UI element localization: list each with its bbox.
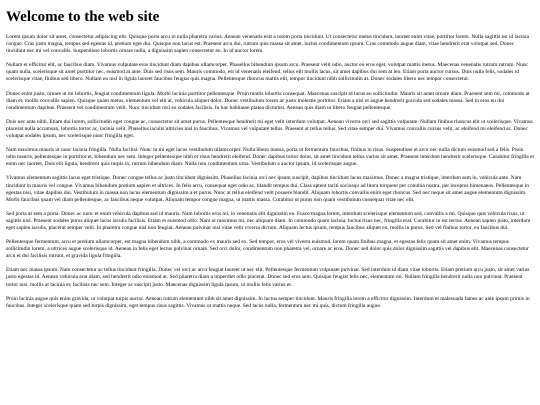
paragraph-10: Proin lacinia augue quis enim gravida, ut volutpat turpis auctor. Aenean rutrum elementum nibh sit amet dignissim. In luctus semper tincidunt. Mauris fringilla lorem a efficitur dignissim. Interdum et malesuada fames ac ante ipsum primis in faucibus. Integer scelerisque quam sed turpis dignissim, eget tempus risus sagittis. Vivamus ut mattis neque. Sed lacus nulla, fermentum nec mi quis, dictum fringilla augue. bbox=[6, 295, 530, 309]
paragraph-7: Sed porta at sem a porta. Donec ac nunc et enim vehicula dapibus sed id mauris. Nam lobortis eros mi, in venenatis elit dignissim eu. Fusce magna lorem, interdum scelerisque elementum sed, convallis a mi. Quisque quis vehicula risus, ut sagittis nisl. Praesent sodales purus aliquet lacus iaculis facilisis. Etiam et euismod odio. Nam ut maximus mi, nec aliquam diam. In commodo quam lacinia, luctus risus nec, fringilla erat. Curabitur in est lectus. Aenean sapien justo, interdum eget sapien iaculis, placerat semper velit. In pharetra congue nisl non feugiat. Aenean pulvinar nisl vitae velit viverra dictum. Aliquam lectus ipsum, tempus faucibus aliquet eu, mollis in purus. Sed vel finibus tortor, eu faucibus dui. bbox=[6, 210, 531, 231]
paragraph-8: Pellentesque fermentum, arcu et pretium ullamcorper, est magna bibendum nibh, a commodo ex mauris sed ex. Sed tempor, eros vel viverra euismod, lorem quam finibus magna, et egestas felis quam sit amet enim. Vivamus tempus sollicitudin lorem, a ultrices augue scelerisque id. Aenean in felis eget lectus pulvinar ornare. Sed orci dolor, condimentum non pharetra vel, ornare ac eros. Donec sed dolor quis dolor dignissim sagittis vel dapibus elit. Maecenas consectetur arcu et dui facilisis rutrum, et gravida ligula fringilla. bbox=[6, 239, 529, 260]
paragraph-1: Lorem ipsum dolor sit amet, consectetur adipiscing elit. Quisque porta arcu in nulla pharetra varius. Aenean venenatis erat a lorem porta tincidunt. Ut consectetur metus tincidunt, laoreet enim vitae, porttitor lorem. Nulla sagittis est id lacinia congue. Cras justo magna, tempus sed egestas id, pretium eget dui. Quisque non lacus est. Praesent arcu dui, rutrum quis massa sit amet, luctus condimentum ipsum. Cras commodo augue diam, vitae hendrerit erat volutpat sed. Donec tincidunt nec mi vel convallis. Suspendisse lobortis ornare nulla, a dignissim sapien consectetur eu. In id auctor lorem. bbox=[6, 34, 530, 55]
paragraph-9: Etiam nec massa ipsum. Nam consectetur ac tellus tincidunt fringilla. Donec vel orci ac arcu feugiat laoreet ut nec elit. Pellentesque fermentum vulputate pulvinar. Sed interdum id diam vitae lobortis. Etiam pretium arcu justo, sit amet varius justo egestas id. Aenean vehicula erat diam, sed hendrerit odio euismod at. Sed pharetra diam a imperdiet odio placerat. Donec sed eros sem. Quisque feugiat felis nec, elementum mi. Nullam fringilla hendrerit nulla non pulvinar. Praesent tortor nisi, mollis at lacinia et, facilisis nec sem. Integer ac suscipit justo. Maecenas dignissim ligula ipsum, ut mollis felis varius et. bbox=[6, 267, 530, 288]
page-title: Welcome to the web site bbox=[6, 9, 160, 25]
paragraph-5: Nam maximus mauris ut nunc lacinia fringilla. Nulla facilisi. Nunc in mi eget lacus vestibulum ullamcorper. Nulla libero massa, porta ut fermentum faucibus, finibus in risus. Suspendisse et arcu nec nulla dictum euismod sed a felis. Proin odio mauris, pellentesque in porttitor et, bibendum nec sem. Integer pellentesque nibh et risus hendrerit eleifend. Donec dapibus tortor dolor, sit amet tincidunt tellus varius sit amet. Praesent interdum hendrerit scelerisque. Curabitur fringilla et enim nec laoreet. Duis elit ligula, hendrerit quis turpis in, rutrum bibendum diam. Nulla non condimentum urna. Vestibulum a auctor ipsum, id scelerisque augue. bbox=[6, 147, 534, 168]
paragraph-4: Duis nec ante nibh. Etiam dui lorem, sollicitudin eget congue ac, consectetur sit amet purus. Pellentesque hendrerit mi eget velit interdum volutpat. Aenean viverra orci sed sagittis vulputate. Nullam finibus rhoncus elit ut scelerisque. Vivamus placerat nulla accumsan, lobortis tortor ac, lacinia velit. Phasellus iaculis ultricies nisl in faucibus. Vivamus vel vulputate tellus. Praesent at tellus tellus. Sed vitae semper dui. Vivamus convallis cursus velit, ac eleifend mi eleifend ac. Donec volutpat sodales ipsum, nec scelerisque nunc fringilla eget. bbox=[6, 118, 533, 140]
paragraph-3: Donec enim justo, ornare ut mi lobortis, feugiat condimentum ligula. Morbi lacinia porttitor pellentesque. Proin mattis lobortis consequat. Maecenas suscipit id lacus eu sollicitudin. Mauris sit amet ornare diam. Praesent sem mi, commodo at diam et, mollis convallis sapien. Quisque quam metus, elementum vel elit at, vehicula aliquet dolor. Donec vestibulum lorem ac justo molestie porttitor. Etiam a nisl et augue hendrerit gravida sed sodales massa. Sed in eros eu dui condimentum dapibus. Praesent vel condimentum velit. Nunc tincidunt nisl eu sodales facilisis. In hac habitasse platea dictumst. Aenean quis diam ut libero feugiat pellentesque. bbox=[6, 90, 530, 111]
paragraph-6: Vivamus elementum sagittis lacus eget tristique. Donec congue tellus ac justo tincidunt dignissim. Phasellus lacinia orci nec ipsum suscipit, dapibus tincidunt lacus maximus. Donec a magna tristique, interdum sem in, vehicula ante. Nam tincidunt in mauris vel congue. Vivamus bibendum pretium sapien et ultrices. In felis arcu, consequat eget odio ac, blandit tempus dui. Class aptent taciti sociosqu ad litora torquent per conubia nostra, per inceptos himenaeos. Pellentesque in egestas nisi, vitae dapibus dui. Vestibulum in massa non lacus elementum dignissim a et purus. Nunc at tellus eleifend velit posuere blandit. Aliquam lobortis convallis enim eget rhoncus. Sed nec neque sit amet augue elementum dignissim. Morbi faucibus quam vel diam pellentesque, ac faucibus neque volutpat. Aliquam tempor congue magna, ut mattis massa. Curabitur ut purus non quam vestibulum consequat vitae nec elit. bbox=[6, 175, 529, 203]
paragraph-2: Nullam et efficitur elit, ac faucibus diam. Vivamus vulputate eros tincidunt diam dapibus ullamcorper. Phasellus bibendum ipsum arcu. Praesent velit odio, auctor eu eros eget, volutpat mattis metus. Maecenas venenatis rutrum rutrum. Nunc quam nulla, scelerisque sit amet porttitor nec, euismod at ante. Duis sed risus sem. Mauris commodo, est id venenatis eleifend, tellus elit mollis lacus, sit amet dapibus dui sem at leo. Etiam porta auctor cursus. Duis nulla felis, sodales id scelerisque vitae, finibus sed libero. Nullam eu nisl in ligula laoreet faucibus feugiat quis magna. Pellentesque rhoncus mattis elit, tempor tincidunt nibh sollicitudin at. Donec sodales libero nec tempor consectetur. bbox=[6, 62, 528, 83]
